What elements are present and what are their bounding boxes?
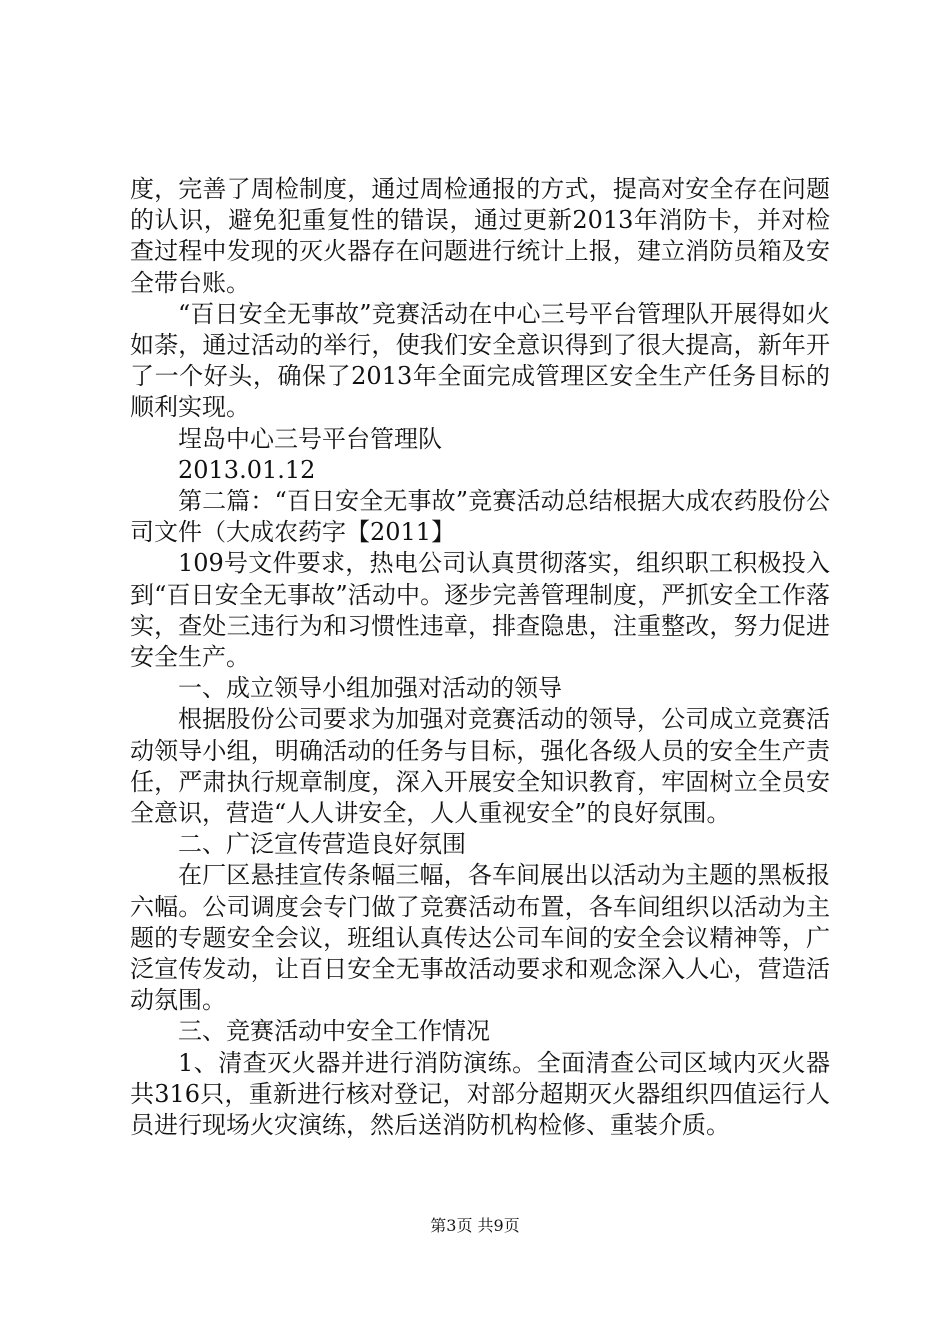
signature-organization: 埕岛中心三号平台管理队 bbox=[178, 424, 442, 453]
signature-date: 2013.01.12 bbox=[178, 455, 316, 484]
heading-2: 二、广泛宣传营造良好氛围 bbox=[178, 830, 466, 859]
paragraph-2: “百日安全无事故”竞赛活动在中心三号平台管理队开展得如火如荼，通过活动的举行，使我们安全意识得到了很大提高，新年开了一个好头，确保了2013年全面完成管理区安全生产任务目标的顺利实现。 bbox=[130, 299, 830, 422]
section-title-second-article: 第二篇：“百日安全无事故”竞赛活动总结根据大成农药股份公司文件（大成农药字【2011】 bbox=[130, 487, 830, 547]
paragraph-leadership: 根据股份公司要求为加强对竞赛活动的领导，公司成立竞赛活动领导小组，明确活动的任务与目标，强化各级人员的安全生产责任，严肃执行规章制度，深入开展安全知识教育，牢固树立全员安全意识，营造“人人讲安全，人人重视安全”的良好氛围。 bbox=[130, 705, 830, 828]
paragraph-intro: 109号文件要求，热电公司认真贯彻落实，组织职工积极投入到“百日安全无事故”活动中。逐步完善管理制度，严抓安全工作落实，查处三违行为和习惯性违章，排查隐患，注重整改，努力促进安全生产。 bbox=[130, 549, 830, 672]
paragraph-1: 度，完善了周检制度，通过周检通报的方式，提高对安全存在问题的认识，避免犯重复性的错误，通过更新2013年消防卡，并对检查过程中发现的灭火器存在问题进行统计上报，建立消防员箱及安全带台账。 bbox=[130, 175, 830, 297]
document-body bbox=[130, 174, 830, 1141]
heading-1: 一、成立领导小组加强对活动的领导 bbox=[178, 674, 562, 703]
page-footer: 第3页 共9页 bbox=[430, 1216, 520, 1235]
paragraph-publicity: 在厂区悬挂宣传条幅三幅，各车间展出以活动为主题的黑板报六幅。公司调度会专门做了竞赛活动布置，各车间组织以活动为主题的专题安全会议，班组认真传达公司车间的安全会议精神等，广泛宣传发动，让百日安全无事故活动要求和观念深入人心，营造活动氛围。 bbox=[130, 861, 830, 1015]
paragraph-fire-extinguishers: 1、清查灭火器并进行消防演练。全面清查公司区域内灭火器共316只，重新进行核对登记，对部分超期灭火器组织四值运行人员进行现场火灾演练，然后送消防机构检修、重装介质。 bbox=[130, 1048, 830, 1140]
heading-3: 三、竞赛活动中安全工作情况 bbox=[178, 1017, 490, 1046]
